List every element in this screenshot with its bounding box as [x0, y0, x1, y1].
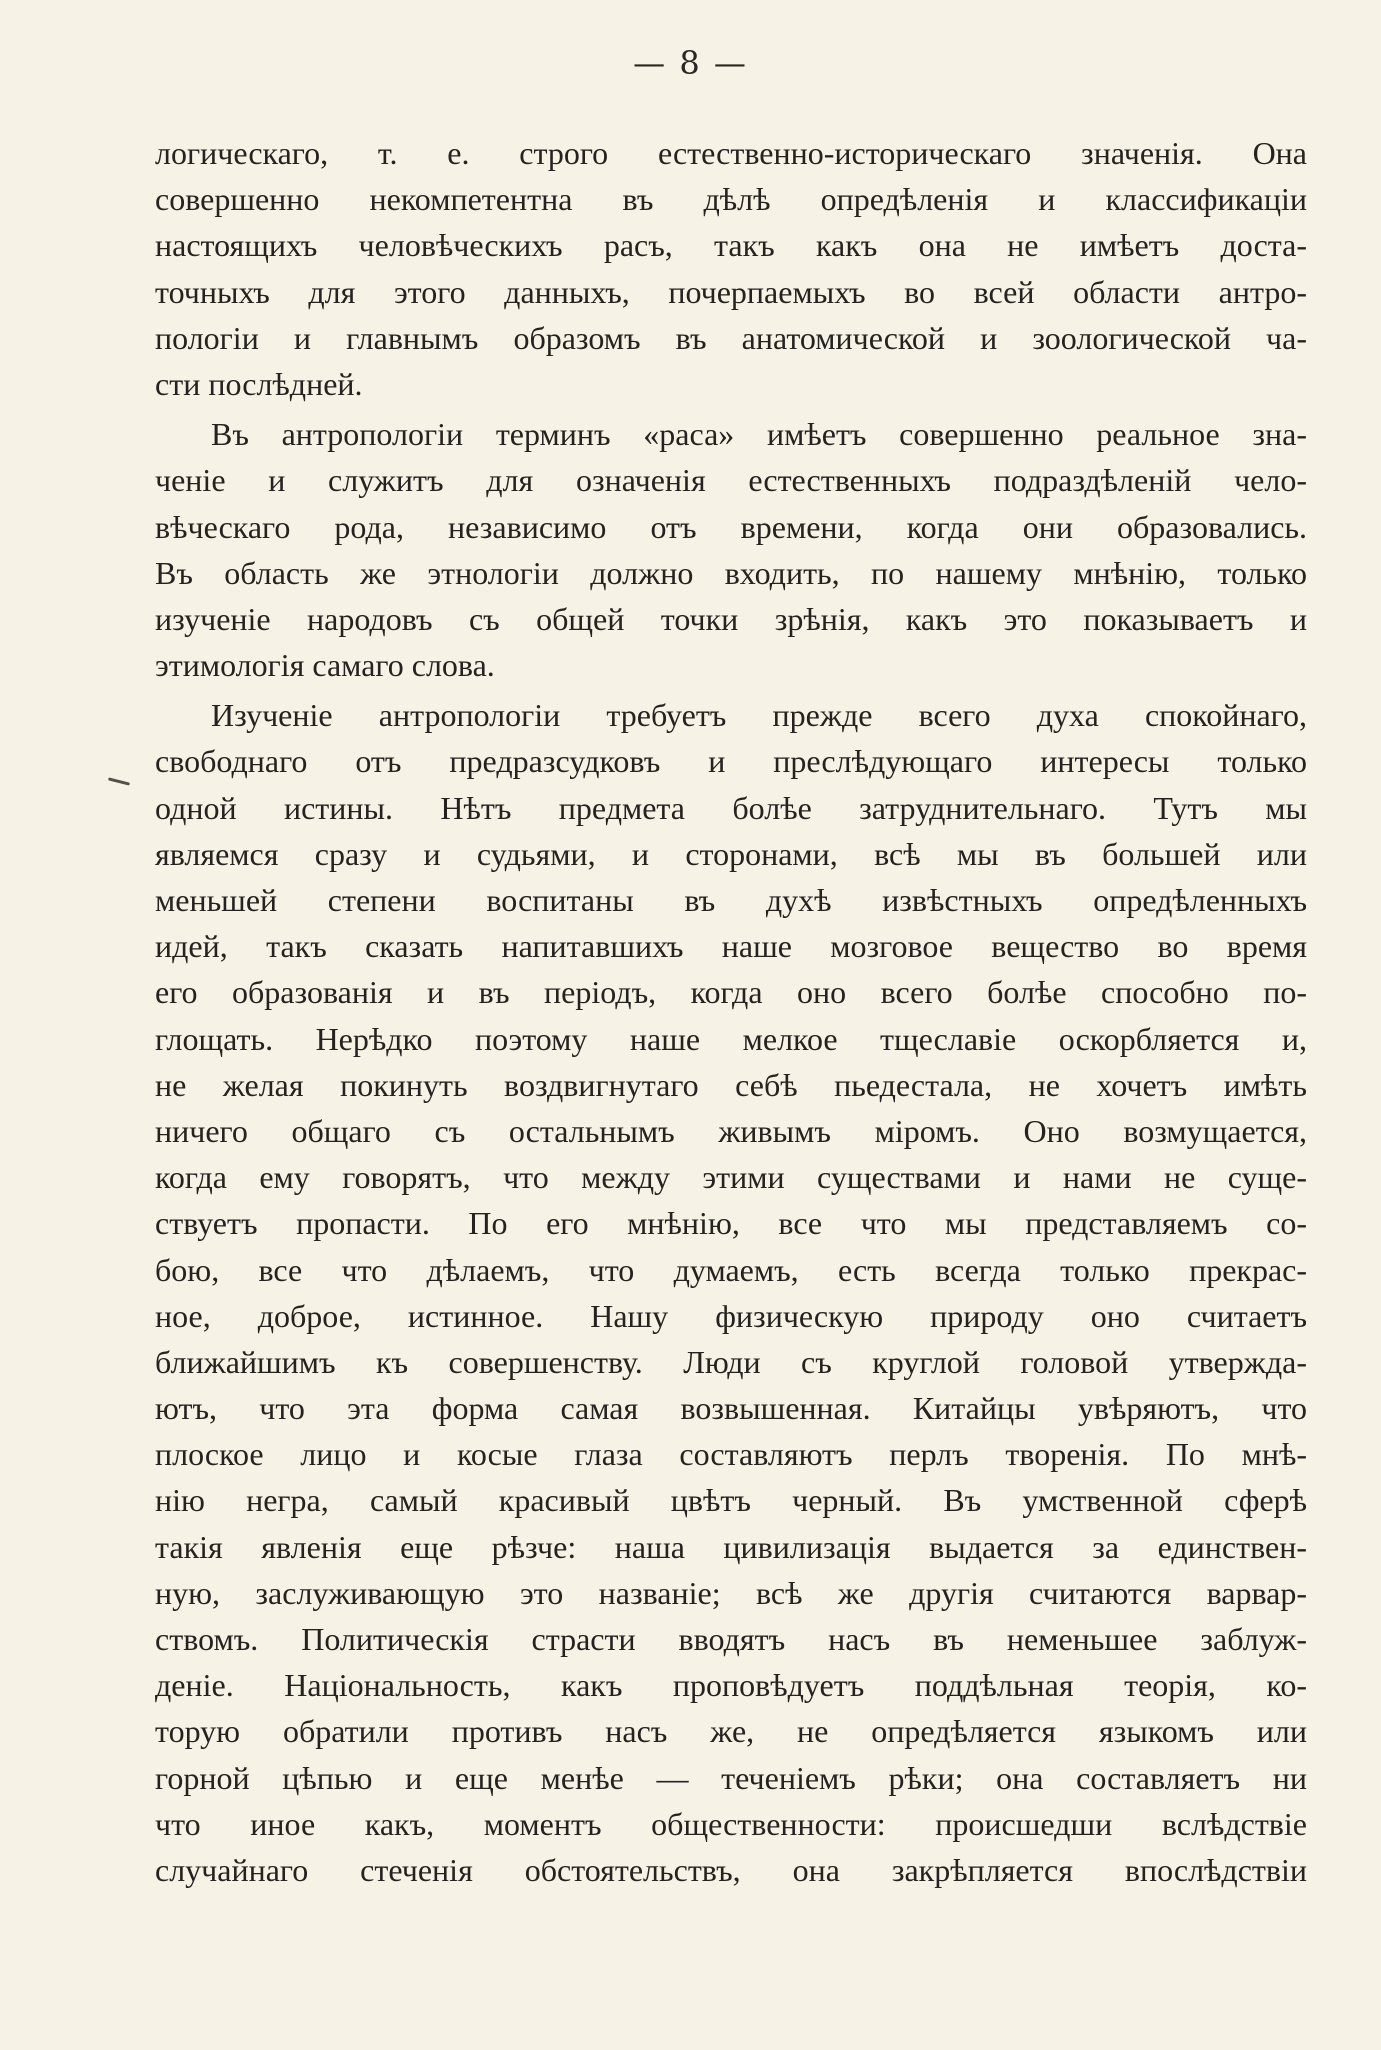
text-line: ную, заслуживающую это названіе; всѣ же другія считаются варвар- [155, 1574, 1307, 1611]
text-line: точныхъ для этого данныхъ, почерпаемыхъ во всей области антро- [155, 273, 1307, 310]
body-text [155, 130, 1307, 1893]
margin-pencil-mark [108, 777, 130, 785]
text-line: его образованія и въ періодъ, когда оно всего болѣе способно по- [155, 974, 1307, 1011]
text-line: ченіе и служитъ для означенія естественныхъ подраздѣленій чело- [155, 462, 1307, 499]
text-line: Въ антропологіи терминъ «раса» имѣетъ совершенно реальное зна- [211, 416, 1307, 453]
text-line: Изученіе антропологіи требуетъ прежде всего духа спокойнаго, [211, 697, 1307, 734]
text-line: случайнаго стеченія обстоятельствъ, она закрѣпляется впослѣдствіи [155, 1851, 1307, 1888]
text-line: вѣческаго рода, независимо отъ времени, когда они образовались. [155, 508, 1307, 545]
text-line: являемся сразу и судьями, и сторонами, всѣ мы въ большей или [155, 835, 1307, 872]
text-line: горной цѣпью и еще менѣе — теченіемъ рѣки; она составляетъ ни [155, 1759, 1307, 1796]
text-line: этимологія самаго слова. [155, 647, 495, 684]
text-line: пологіи и главнымъ образомъ въ анатомической и зоологической ча- [155, 319, 1307, 356]
text-line: ничего общаго съ остальнымъ живымъ міромъ. Оно возмущается, [155, 1112, 1307, 1149]
text-line: меньшей степени воспитаны въ духѣ извѣстныхъ опредѣленныхъ [155, 882, 1307, 918]
text-line: сти послѣдней. [155, 365, 363, 402]
text-line: торую обратили противъ насъ же, не опредѣляется языкомъ или [155, 1713, 1307, 1750]
text-line: плоское лицо и косые глаза составляютъ перлъ творенія. По мнѣ- [155, 1436, 1307, 1473]
text-line: идей, такъ сказать напитавшихъ наше мозговое вещество во время [155, 928, 1307, 965]
page-number: — 8 — [633, 44, 748, 82]
text-line: логическаго, т. е. строго естественно-историческаго значенія. Она [155, 135, 1307, 171]
text-line: Въ область же этнологіи должно входить, по нашему мнѣнію, только [155, 554, 1307, 591]
text-line: настоящихъ человѣческихъ расъ, такъ какъ она не имѣетъ доста- [155, 227, 1307, 264]
text-line: такія явленія еще рѣзче: наша цивилизація выдается за единствен- [155, 1528, 1307, 1565]
text-line: что иное какъ, моментъ общественности: происшедши вслѣдствіе [155, 1805, 1307, 1842]
text-line: свободнаго отъ предразсудковъ и преслѣдующаго интересы только [155, 743, 1307, 780]
text-line: одной истины. Нѣтъ предмета болѣе затруднительнаго. Тутъ мы [155, 789, 1307, 826]
text-line: бою, все что дѣлаемъ, что думаемъ, есть всегда только прекрас- [155, 1251, 1307, 1288]
text-line: изученіе народовъ съ общей точки зрѣнія, какъ это показываетъ и [155, 600, 1307, 637]
text-line: деніе. Національность, какъ проповѣдуетъ поддѣльная теорія, ко- [155, 1667, 1307, 1704]
paragraph [155, 130, 1307, 407]
text-line: нію негра, самый красивый цвѣтъ черный. Въ умственной сферѣ [155, 1482, 1307, 1519]
text-line: совершенно некомпетентна въ дѣлѣ опредѣленія и классификаціи [155, 181, 1307, 218]
text-line: ствуетъ пропасти. По его мнѣнію, все что мы представляемъ со- [155, 1205, 1307, 1242]
paragraph [155, 692, 1307, 1893]
text-line: ютъ, что эта форма самая возвышенная. Китайцы увѣряютъ, что [155, 1390, 1307, 1427]
text-line: ное, доброе, истинное. Нашу физическую природу оно считаетъ [155, 1297, 1307, 1334]
text-line: не желая покинуть воздвигнутаго себѣ пьедестала, не хочетъ имѣть [155, 1066, 1307, 1103]
text-line: ближайшимъ къ совершенству. Люди съ круглой головой утвержда- [155, 1343, 1307, 1380]
text-line: глощать. Нерѣдко поэтому наше мелкое тщеславіе оскорбляется и, [155, 1020, 1307, 1057]
text-line: когда ему говорятъ, что между этими существами и нами не суще- [155, 1159, 1307, 1196]
text-line: ствомъ. Политическія страсти вводятъ насъ въ неменьшее заблуж- [155, 1621, 1307, 1657]
paragraph [155, 411, 1307, 688]
